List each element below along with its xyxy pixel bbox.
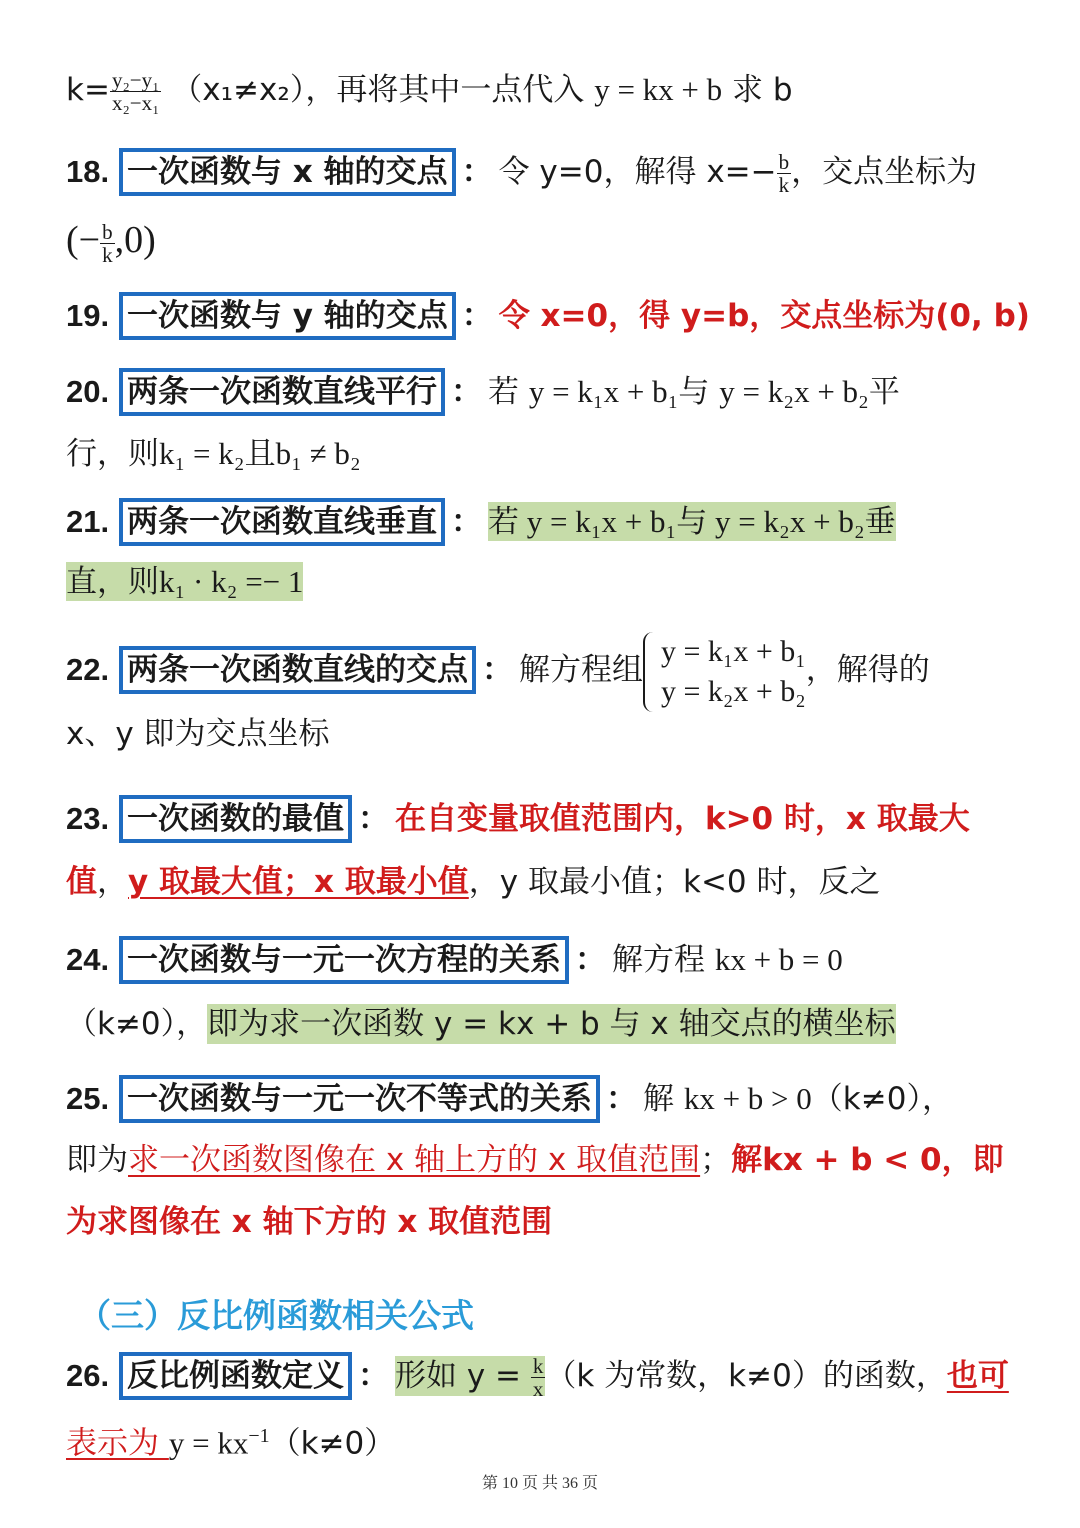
section-heading: （三）反比例函数相关公式 bbox=[78, 1296, 474, 1335]
body-text: ； bbox=[700, 1142, 732, 1178]
equation: y = k₁x + b₁ bbox=[528, 374, 679, 409]
body-text: （k≠0）， bbox=[811, 1081, 953, 1117]
equation: k₁ = k₂ bbox=[159, 436, 245, 471]
colon: ： bbox=[450, 374, 482, 410]
body-text: ，解得的 bbox=[805, 652, 930, 688]
body-text: 若 bbox=[487, 374, 529, 410]
item-26 bbox=[66, 1352, 1040, 1400]
item-number: 25. bbox=[66, 1081, 110, 1116]
red-underlined: 求一次函数图像在 x 轴上方的 x 取值范围 bbox=[128, 1142, 701, 1178]
item-23-cont bbox=[66, 860, 1040, 904]
brace-icon bbox=[643, 632, 659, 712]
colon: ： bbox=[357, 1358, 389, 1394]
item-number: 23. bbox=[66, 801, 110, 836]
item-21 bbox=[66, 498, 1040, 546]
body-text: 令 y=0，解得 x=− bbox=[498, 154, 777, 190]
red-emphasis: 为求图像在 x 轴下方的 x 取值范围 bbox=[66, 1204, 553, 1240]
equation: kx + b = 0 bbox=[714, 942, 843, 977]
item-number: 19. bbox=[66, 298, 110, 333]
highlight-body: 形如 y = bbox=[394, 1358, 531, 1394]
item-number: 24. bbox=[66, 942, 110, 977]
body-text: x、y 即为交点坐标 bbox=[66, 716, 330, 752]
body-text: ，交点坐标为 bbox=[791, 154, 978, 190]
body-text: （k 为常数，k≠0）的函数， bbox=[545, 1358, 947, 1394]
colon: ： bbox=[574, 942, 606, 978]
item-number: 26. bbox=[66, 1358, 110, 1393]
body-text: 与 bbox=[678, 374, 720, 410]
fraction-numerator: b bbox=[102, 220, 113, 244]
colon: ： bbox=[357, 801, 389, 837]
body-text: （k≠0）， bbox=[66, 1006, 208, 1042]
body-text: ， bbox=[97, 864, 128, 900]
body-text: （k≠0） bbox=[269, 1425, 396, 1462]
item-title-box: 一次函数与 x 轴的交点 bbox=[119, 148, 456, 196]
red-underlined: 表示为 bbox=[66, 1425, 169, 1462]
item-number: 21. bbox=[66, 504, 110, 539]
fraction-denominator: x bbox=[532, 1377, 544, 1401]
colon: ： bbox=[450, 504, 482, 540]
equation: b₁ ≠ b₂ bbox=[275, 436, 361, 471]
red-emphasis: 在自变量取值范围内，k>0 时，x 取最大 bbox=[394, 801, 970, 837]
slope-fraction bbox=[110, 69, 162, 114]
page-footer: 第 10 页 共 36 页 bbox=[481, 1475, 598, 1492]
item-number: 20. bbox=[66, 374, 110, 409]
body-text: ，y 取最小值；k<0 时，反之 bbox=[468, 864, 881, 900]
coordinate-open: (− bbox=[66, 219, 101, 261]
item-18-coords bbox=[66, 218, 1040, 266]
coordinate-close: ,0) bbox=[114, 219, 156, 261]
red-underlined: y 取最大值；x 取最小值 bbox=[128, 864, 469, 900]
fraction bbox=[531, 1355, 546, 1400]
formula-slope-line bbox=[66, 68, 1040, 114]
item-title-box: 两条一次函数直线的交点 bbox=[119, 646, 476, 694]
item-title-box: 一次函数与一元一次方程的关系 bbox=[119, 936, 569, 984]
equation: y = k₂x + b₂ bbox=[660, 674, 806, 708]
fraction bbox=[777, 151, 792, 196]
red-underlined: 也可 bbox=[946, 1358, 1009, 1394]
item-22-cont bbox=[66, 712, 1040, 756]
red-emphasis: 值 bbox=[66, 864, 97, 900]
body-text: 行，则 bbox=[66, 436, 159, 472]
item-20 bbox=[66, 368, 1040, 416]
item-24-cont bbox=[66, 1002, 1040, 1046]
fraction-numerator: b bbox=[778, 150, 790, 174]
item-23 bbox=[66, 795, 1040, 843]
equation: y = k₂x + b₂ bbox=[719, 374, 869, 409]
fraction-numerator: k bbox=[532, 1354, 544, 1378]
item-20-cont bbox=[66, 432, 1040, 476]
fraction-denominator: k bbox=[102, 243, 113, 267]
body-text: 平 bbox=[868, 374, 900, 410]
item-21-cont bbox=[66, 560, 1040, 604]
item-25 bbox=[66, 1075, 1040, 1123]
item-22 bbox=[66, 630, 1040, 712]
colon: ： bbox=[461, 154, 493, 190]
fraction bbox=[100, 221, 115, 266]
colon: ： bbox=[481, 652, 513, 688]
equation-system bbox=[643, 632, 806, 712]
body-text: 再将其中一点代入 bbox=[336, 72, 595, 108]
colon: ： bbox=[605, 1081, 637, 1117]
item-number: 18. bbox=[66, 154, 110, 189]
body-text: 解 bbox=[642, 1081, 684, 1117]
highlighted-text: 直，则k₁ · k₂ =− 1 bbox=[66, 564, 304, 599]
item-title-box: 一次函数与一元一次不等式的关系 bbox=[119, 1075, 600, 1123]
fraction-denominator: x₂−x₁ bbox=[111, 91, 160, 115]
item-title-box: 一次函数与 y 轴的交点 bbox=[119, 292, 456, 340]
item-title-box: 两条一次函数直线平行 bbox=[119, 368, 445, 416]
item-18 bbox=[66, 148, 1040, 196]
exponent: −1 bbox=[248, 1425, 270, 1447]
item-26-cont bbox=[66, 1414, 1040, 1465]
equation: y = kx + b bbox=[594, 72, 723, 107]
body-text: 解方程组 bbox=[518, 652, 643, 688]
red-emphasis: 令 x=0，得 y=b，交点坐标为(0, b) bbox=[498, 298, 1030, 334]
item-number: 22. bbox=[66, 652, 110, 687]
fraction-numerator: y₂−y₁ bbox=[111, 68, 160, 92]
condition-text: （x₁≠x₂）， bbox=[171, 72, 337, 108]
item-title-box: 反比例函数定义 bbox=[119, 1352, 352, 1400]
item-24 bbox=[66, 936, 1040, 984]
red-emphasis: 解kx + b < 0，即 bbox=[731, 1142, 1004, 1178]
body-text: 求 b bbox=[722, 72, 793, 108]
body-text: 即为 bbox=[66, 1142, 128, 1178]
highlighted-text: 若 y = k₁x + b₁与 y = k₂x + b₂垂 bbox=[487, 504, 896, 539]
body-text: 且 bbox=[244, 436, 276, 472]
item-25-cont2 bbox=[66, 1200, 1040, 1244]
equation: kx + b > 0 bbox=[683, 1081, 812, 1116]
body-text: 解方程 bbox=[611, 942, 715, 978]
k-label: k= bbox=[66, 72, 110, 108]
item-title-box: 两条一次函数直线垂直 bbox=[119, 498, 445, 546]
item-19 bbox=[66, 292, 1040, 340]
highlighted-text bbox=[394, 1354, 545, 1401]
equation: y = kx bbox=[168, 1425, 249, 1461]
colon: ： bbox=[461, 298, 493, 334]
highlighted-text: 即为求一次函数 y = kx + b 与 x 轴交点的横坐标 bbox=[207, 1006, 896, 1042]
equation: y = k₁x + b₁ bbox=[660, 634, 806, 668]
fraction-denominator: k bbox=[778, 173, 790, 197]
item-title-box: 一次函数的最值 bbox=[119, 795, 352, 843]
item-25-cont bbox=[66, 1138, 1040, 1182]
